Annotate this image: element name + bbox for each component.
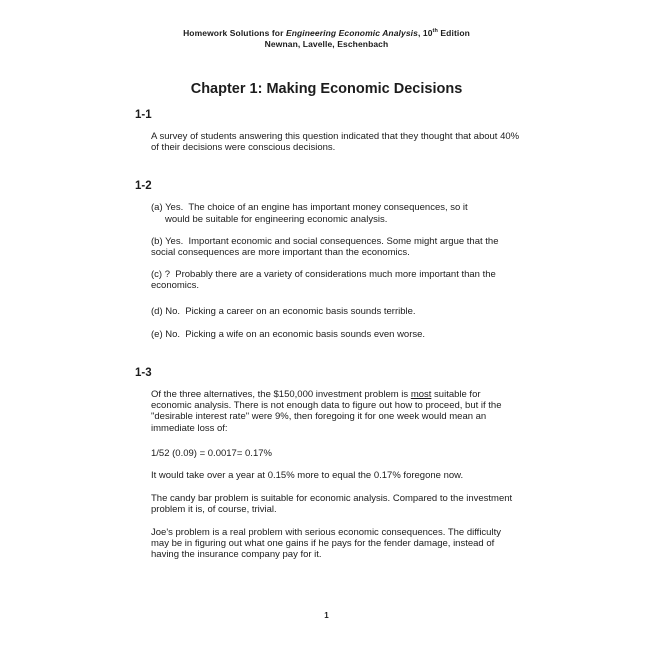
section-1-3-paragraph-2: It would take over a year at 0.15% more to equal the 0.17% foregone now.: [151, 470, 464, 482]
section-1-3-paragraph-4: Joe's problem is a real problem with serious economic consequences. The difficulty may be in figuring out what one gains if he pays for the fender damage, instead of having the insurance company pay for it.: [151, 526, 504, 561]
header-line-2-authors: Newnan, Lavelle, Eschenbach: [264, 39, 389, 49]
answer-item-a: [151, 202, 535, 224]
paragraph-text-before: Of the three alternatives, the $150,000 investment problem is: [151, 389, 411, 401]
section-heading-1-2: 1-2: [135, 180, 152, 193]
section-1-1-paragraph: A survey of students answering this question indicated that they thought that about 40% of their decisions were conscious decisions.: [151, 131, 522, 154]
book-title: Engineering Economic Analysis: [285, 28, 418, 38]
document-header: [0, 0, 653, 50]
answer-item-b: (b) Yes. Important economic and social consequences. Some might argue that the social consequences are more important than the economics.: [151, 235, 502, 259]
paragraph-text-after: suitable for economic analysis. There is not enough data to figure out how to proceed, but if the "desirable interest rate" were 9%, then foregoing it for one week would mean an immediate loss of:: [151, 389, 505, 434]
section-1-3-paragraph-3: The candy bar problem is suitable for economic analysis. Compared to the investment problem it is, of course, trivial.: [151, 493, 515, 516]
edition-superscript: th: [432, 28, 438, 35]
header-edition-number: , 10: [417, 28, 433, 38]
section-heading-1-3: 1-3: [135, 367, 152, 380]
document-body: [135, 109, 530, 560]
answer-item-a-line1: (a) Yes. The choice of an engine has important money consequences, so it: [151, 202, 468, 214]
section-1-3-paragraph-1: [151, 389, 521, 434]
header-prefix: Homework Solutions for: [183, 28, 286, 38]
answer-item-c: (c) ? Probably there are a variety of considerations much more important than the economics.: [151, 269, 499, 292]
section-heading-1-1: 1-1: [135, 109, 152, 121]
header-line-1: [0, 28, 653, 39]
answer-item-d: (d) No. Picking a career on an economic basis sounds terrible.: [151, 305, 416, 317]
answer-item-a-line2: would be suitable for engineering economic analysis.: [165, 213, 388, 225]
underlined-word: most: [410, 389, 432, 401]
page-number: 1: [324, 611, 329, 620]
header-edition-word: Edition: [437, 28, 470, 38]
formula-line: 1/52 (0.09) = 0.0017= 0.17%: [151, 447, 272, 459]
chapter-title: Chapter 1: Making Economic Decisions: [190, 81, 463, 97]
answer-item-e: (e) No. Picking a wife on an economic basis sounds even worse.: [151, 328, 426, 340]
